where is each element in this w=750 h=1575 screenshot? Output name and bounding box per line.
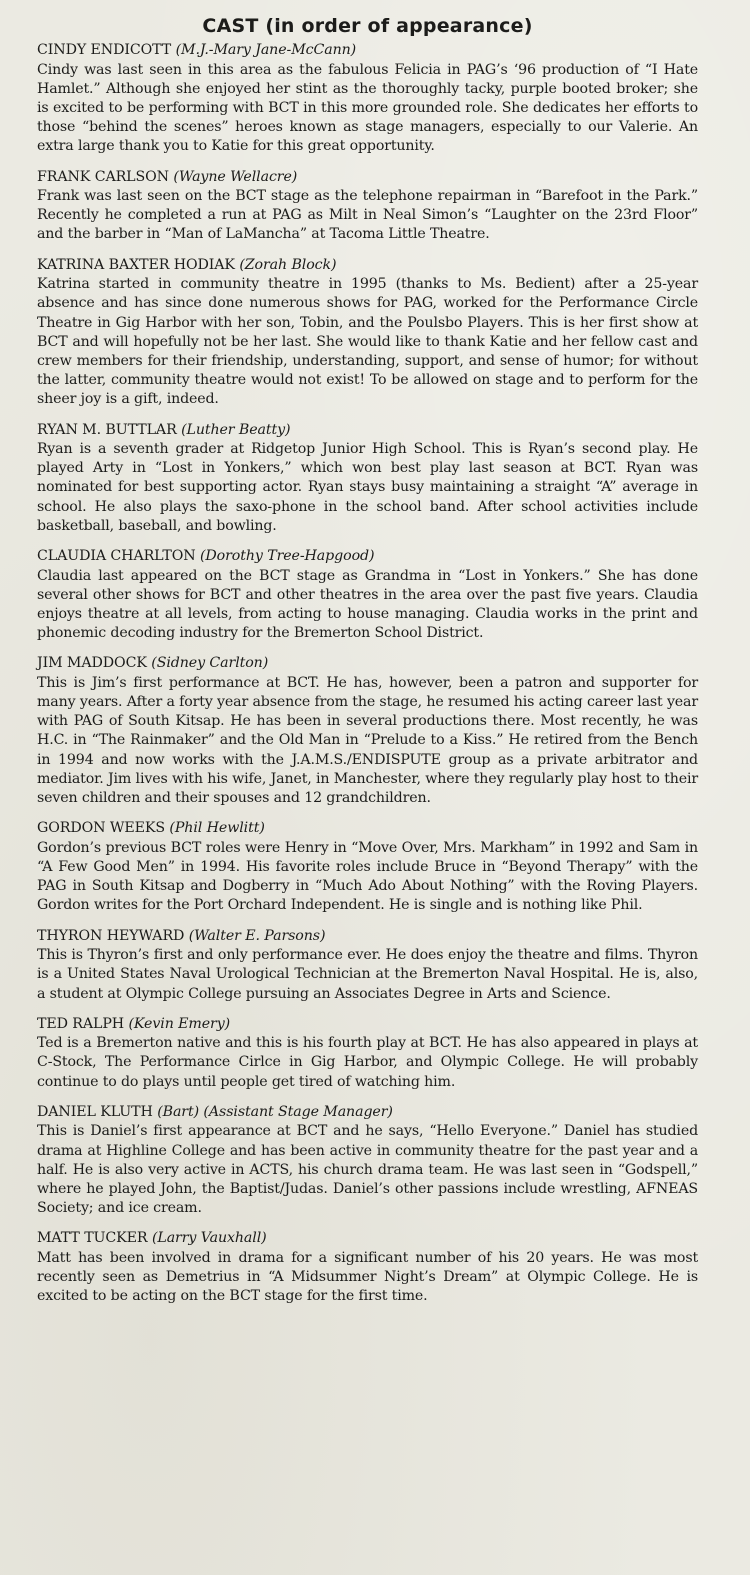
role-name: (Larry Vauxhall)	[151, 1230, 267, 1247]
entry-header	[37, 654, 698, 674]
cast-entry	[37, 1229, 698, 1306]
actor-name: TED RALPH	[37, 1015, 125, 1032]
entry-header	[37, 168, 698, 188]
actor-name: MATT TUCKER	[37, 1230, 148, 1247]
actor-name: KATRINA BAXTER HODIAK	[37, 256, 235, 273]
actor-name: JIM MADDOCK	[37, 655, 147, 672]
entry-header	[37, 819, 698, 839]
actor-name: GORDON WEEKS	[37, 820, 165, 837]
actor-bio: This is Thyron’s first and only performance ever. He does enjoy the theatre and films. Thyron is a United States Naval Urological Technician at the Bremerton Naval Hospital. He is, also, a student at Olympic College pursuing an Associates Degree in Arts and Science.	[37, 947, 698, 1002]
actor-name: CINDY ENDICOTT	[37, 42, 172, 58]
role-name: (Kevin Emery)	[128, 1015, 231, 1032]
cast-entry	[37, 421, 698, 537]
cast-entry	[37, 654, 698, 808]
cast-entry	[37, 927, 698, 1004]
role-name: (Phil Hewlitt)	[169, 820, 265, 837]
role-name: (Luther Beatty)	[181, 421, 291, 438]
cast-entry	[37, 547, 698, 643]
entry-header	[37, 927, 698, 947]
actor-bio: Ted is a Bremerton native and this is his fourth play at BCT. He has also appeared in plays at C-Stock, The Performance Cirlce in Gig Harbor, and Olympic College. He will probably continue to do plays until people get tired of watching him.	[37, 1035, 698, 1090]
role-name: (Sidney Carlton)	[151, 655, 269, 672]
actor-bio: Cindy was last seen in this area as the fabulous Felicia in PAG’s ‘96 production of “I Hate Hamlet.” Although she enjoyed her stint as the thoroughly tacky, purple booted broker; she is excited to be performing with BCT in this more grounded role. She dedicates her efforts to those “behind the scenes” heroes known as stage managers, especially to our Valerie. An extra large thank you to Katie for this great opportunity.	[37, 61, 698, 155]
role-name: (Wayne Wellacre)	[173, 168, 298, 185]
entry-header	[37, 1103, 698, 1123]
actor-bio: Claudia last appeared on the BCT stage as Grandma in “Lost in Yonkers.” She has done several other shows for BCT and other theatres in the area over the past five years. Claudia enjoys theatre at all levels, from acting to house managing. Claudia works in the print and phonemic decoding industry for the Bremerton School District.	[37, 567, 698, 642]
cast-entry	[37, 168, 698, 245]
actor-bio: Matt has been involved in drama for a significant number of his 20 years. He was most recently seen as Demetrius in “A Midsummer Night’s Dream” at Olympic College. He is excited to be acting on the BCT stage for the first time.	[37, 1249, 698, 1305]
role-name: (Bart) (Assistant Stage Manager)	[157, 1103, 393, 1120]
role-name: (Zorah Block)	[239, 256, 337, 273]
cast-entry	[37, 1103, 698, 1219]
actor-bio: This is Daniel’s first appearance at BCT and he says, “Hello Everyone.” Daniel has studied drama at Highline College and has been active in community theatre for the past year and a half. He is also very active in ACTS, his church drama team. He was last seen in “Godspell,” where he played John, the Baptist/Judas. Daniel’s other passions include wrestling, AFNEAS Society; and ice cream.	[37, 1123, 698, 1217]
actor-name: CLAUDIA CHARLTON	[37, 548, 196, 565]
entry-header	[37, 1229, 698, 1249]
cast-entry	[37, 256, 698, 410]
entry-header	[37, 1015, 698, 1035]
actor-bio: Katrina started in community theatre in 1995 (thanks to Ms. Bedient) after a 25-year absence and has since done numerous shows for PAG, worked for the Performance Circle Theatre in Gig Harbor with her son, Tobin, and the Poulsbo Players. This is her first show at BCT and will hopefully not be her last. She would like to thank Katie and her fellow cast and crew members for their friendship, understanding, support, and sense of humor; for without the latter, community theatre would not exist! To be allowed on stage and to perform for the sheer joy is a gift, indeed.	[37, 276, 698, 408]
actor-name: DANIEL KLUTH	[37, 1103, 153, 1120]
cast-entry	[37, 819, 698, 915]
actor-name: THYRON HEYWARD	[37, 927, 185, 944]
actor-name: RYAN M. BUTTLAR	[37, 421, 177, 438]
cast-entry	[37, 1015, 698, 1092]
entry-header	[37, 41, 698, 61]
role-name: (Walter E. Parsons)	[188, 927, 326, 944]
actor-name: FRANK CARLSON	[37, 168, 169, 185]
actor-bio: Ryan is a seventh grader at Ridgetop Junior High School. This is Ryan’s second play. He played Arty in “Lost in Yonkers,” which won best play last season at BCT. Ryan was nominated for best supporting actor. Ryan stays busy maintaining a straight “A” average in school. He also plays the saxo-phone in the school band. After school activities include basketball, baseball, and bowling.	[37, 441, 698, 534]
role-name: (M.J.-Mary Jane-McCann)	[175, 42, 357, 58]
actor-bio: Frank was last seen on the BCT stage as the telephone repairman in “Barefoot in the Park.” Recently he completed a run at PAG as Milt in Neal Simon’s “Laughter on the 23rd Floor” and the barber in “Man of LaMancha” at Tacoma Little Theatre.	[37, 188, 698, 243]
cast-entry	[37, 41, 698, 157]
role-name: (Dorothy Tree-Hapgood)	[199, 548, 375, 565]
actor-bio: This is Jim’s first performance at BCT. He has, however, been a patron and supporter for many years. After a forty year absence from the stage, he resumed his acting career last year with PAG of South Kitsap. He has been in several productions there. Most recently, he was H.C. in “The Rainmaker” and the Old Man in “Prelude to a Kiss.” He retired from the Bench in 1994 and now works with the J.A.M.S./ENDISPUTE group as a private arbitrator and mediator. Jim lives with his wife, Janet, in Manchester, where they regularly play host to their seven children and their spouses and 12 grandchildren.	[37, 674, 698, 807]
entry-header	[37, 547, 698, 567]
actor-bio: Gordon’s previous BCT roles were Henry in “Move Over, Mrs. Markham” in 1992 and Sam in “A Few Good Men” in 1994. His favorite roles include Bruce in “Beyond Therapy” with the PAG in South Kitsap and Dogberry in “Much Ado About Nothing” with the Roving Players. Gordon writes for the Port Orchard Independent. He is single and is nothing like Phil.	[37, 839, 698, 914]
cast-list	[37, 41, 698, 1306]
page-title: CAST (in order of appearance)	[202, 15, 533, 37]
entry-header	[37, 256, 698, 276]
entry-header	[37, 421, 698, 441]
